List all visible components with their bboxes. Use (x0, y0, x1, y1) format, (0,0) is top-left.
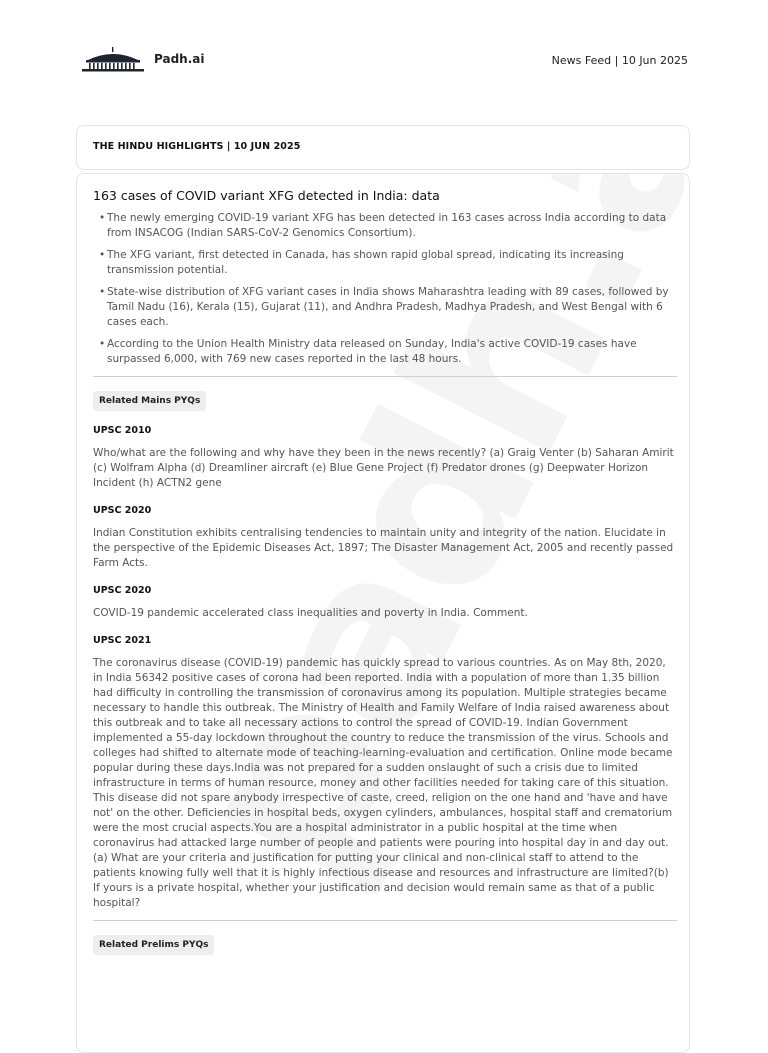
pyq-question: The coronavirus disease (COVID-19) pandemic has quickly spread to various countries. As on May 8th, 2020, in India 56342 positive cases of corona had been reported. India with a population of more than 1.35 billion had difficulty in controlling the transmission of coronavirus among its population. Multiple strategies became necessary to handle this outbreak. The Ministry of Health and Family Welfare of India raised awareness about this outbreak and to take all necessary actions to control the spread of COVID-19. Indian Government implemented a 55-day lockdown throughout the country to reduce the transmission of the virus. Schools and colleges had shifted to alternate mode of teaching-learning-evaluation and certification. Online mode became popular during these days.India was not prepared for a sudden onslaught of such a crisis due to limited infrastructure in terms of human resource, money and other facilities needed for taking care of this situation. This disease did not spare anybody irrespective of caste, creed, religion on the one hand and 'have and have not' on the other. Deficiencies in hospital beds, oxygen cylinders, ambulances, hospital staff and crematorium were the most crucial aspects.You are a hospital administrator in a public hospital at the time when coronavirus had attacked large number of people and patients were pouring into hospital day in and day out.(a) What are your criteria and justification for putting your clinical and non-clinical staff to attend to the patients knowing fully well that it is highly infectious disease and resources and infrastructure are limited?(b) If yours is a private hospital, whether your justification and decision would remain same as that of a public hospital? (93, 657, 673, 909)
related-mains-badge: Related Mains PYQs (93, 391, 206, 411)
news-feed-date: News Feed | 10 Jun 2025 (551, 54, 688, 67)
related-prelims-badge: Related Prelims PYQs (93, 935, 214, 955)
brand-name: Padh.ai (154, 52, 205, 66)
pyq-question: Indian Constitution exhibits centralising tendencies to maintain unity and integrity of the nation. Elucidate in the perspective of the Epidemic Diseases Act, 1897; The Disaster Management Act, 2005 and recently passed Farm Acts. (93, 527, 674, 569)
article-bullets (93, 211, 677, 367)
article-content (93, 174, 677, 955)
brand-logo[interactable] (80, 46, 204, 72)
highlights-card (76, 125, 690, 170)
section-divider (93, 920, 677, 921)
pyq-year: UPSC 2020 (93, 505, 152, 516)
section-divider (93, 376, 677, 377)
pyq-year: UPSC 2021 (93, 635, 152, 646)
pyq-year: UPSC 2020 (93, 585, 152, 596)
article-bullet: • According to the Union Health Ministry data released on Sunday, India's active COVID-19 cases have surpassed 6,000, with 769 new cases reported in the last 48 hours. (93, 337, 677, 367)
article-title: 163 cases of COVID variant XFG detected in India: data (93, 188, 440, 203)
highlights-title: THE HINDU HIGHLIGHTS | 10 JUN 2025 (93, 141, 301, 152)
pyq-year: UPSC 2010 (93, 425, 152, 436)
pyq-question: COVID-19 pandemic accelerated class inequalities and poverty in India. Comment. (93, 607, 528, 619)
parliament-logo-icon (80, 46, 146, 72)
page-header (0, 0, 768, 110)
article-bullet: • State-wise distribution of XFG variant cases in India shows Maharashtra leading with 89 cases, followed by Tamil Nadu (16), Kerala (15), Gujarat (11), and Andhra Pradesh, Madhya Pradesh, and West Bengal with 6 cases each. (93, 285, 677, 330)
pyq-question: Who/what are the following and why have they been in the news recently? (a) Graig Venter (b) Saharan Amirit (c) Wolfram Alpha (d) Dreamliner aircraft (e) Blue Gene Project (f) Predator drones (g) Deepwater Horizon Incident (h) ACTN2 gene (93, 447, 674, 489)
article-bullet: • The newly emerging COVID-19 variant XFG has been detected in 163 cases across India according to data from INSACOG (Indian SARS-CoV-2 Genomics Consortium). (93, 211, 677, 241)
article-card (76, 173, 690, 1053)
article-bullet: • The XFG variant, first detected in Canada, has shown rapid global spread, indicating its increasing transmission potential. (93, 248, 677, 278)
